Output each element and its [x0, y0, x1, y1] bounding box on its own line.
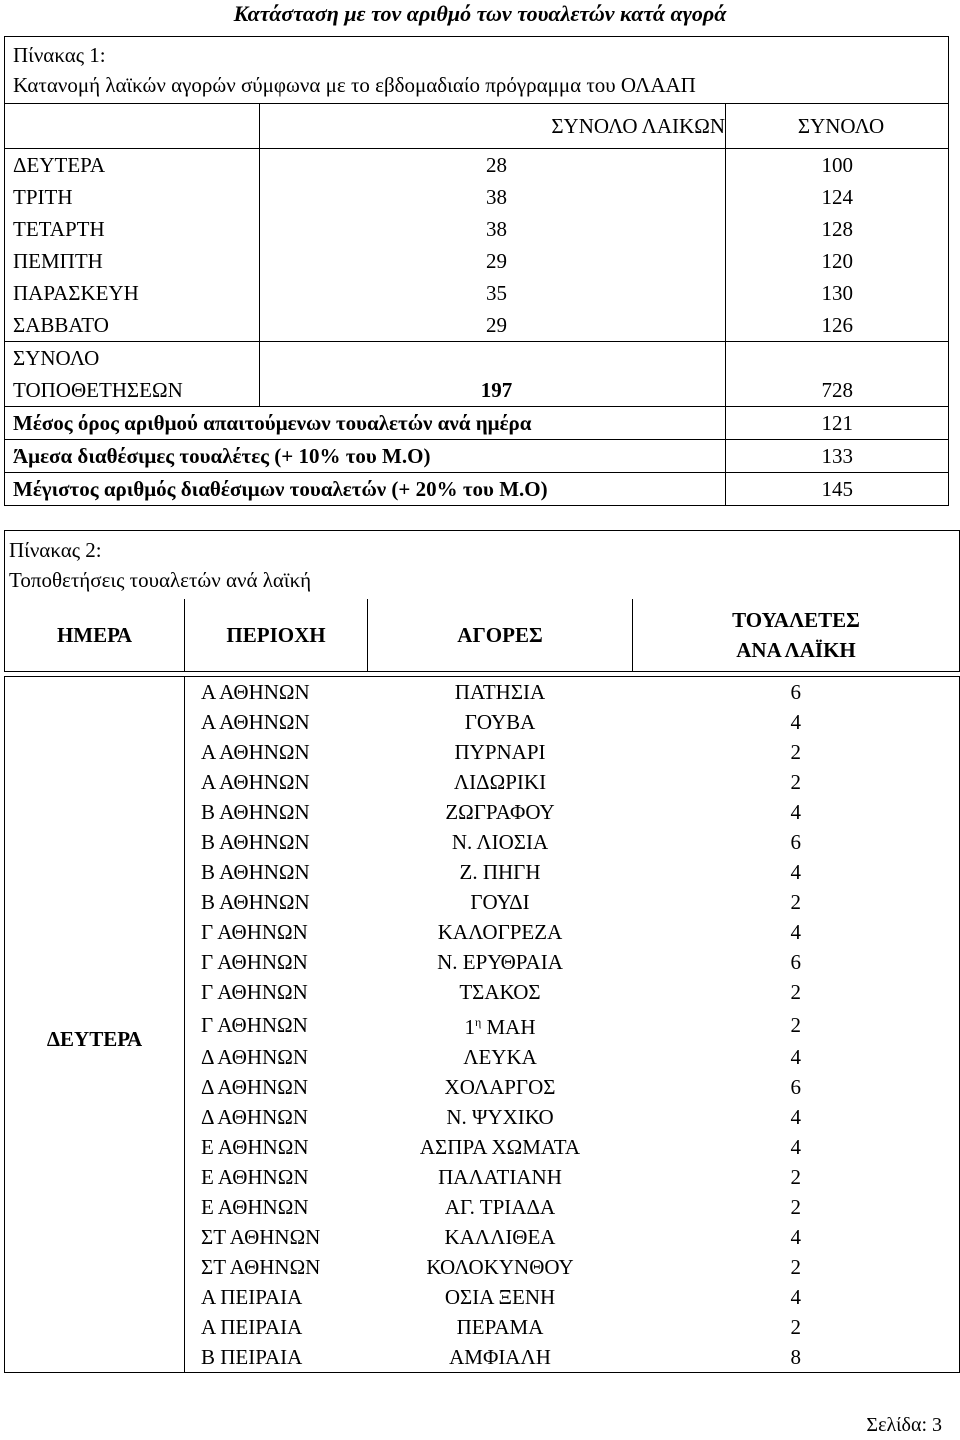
- toilets-cell: 4: [633, 1102, 960, 1132]
- day-cell: ΤΡΙΤΗ: [5, 181, 260, 213]
- market-cell: ΠΑΛΑΤΙΑΝΗ: [438, 1165, 562, 1189]
- toilets-cell: 2: [633, 737, 960, 767]
- markets-cell: 29: [260, 245, 726, 277]
- total-cell: 126: [726, 309, 949, 342]
- market-cell: ΚΑΛΟΓΡΕΖΑ: [437, 920, 563, 944]
- area-cell: Γ ΑΘΗΝΩΝ: [185, 1007, 368, 1042]
- table-1-header-total: ΣΥΝΟΛΟ: [726, 104, 949, 149]
- toilets-cell: 4: [633, 1042, 960, 1072]
- market-cell: ΚΑΛΛΙΘΕΑ: [444, 1225, 556, 1249]
- table-2-body: [5, 677, 960, 1373]
- table-2-header-toilets: [633, 599, 960, 672]
- table-2-header-area: ΠΕΡΙΟΧΗ: [185, 599, 368, 672]
- table-1: [4, 36, 949, 506]
- market-cell: $1^\eta$ ΜΑΗ: [464, 1015, 536, 1039]
- market-cell: ΓΟΥΔΙ: [470, 890, 530, 914]
- toilets-cell: 4: [633, 917, 960, 947]
- toilets-cell: 2: [633, 887, 960, 917]
- total-cell: 130: [726, 277, 949, 309]
- day-cell: ΠΕΜΠΤΗ: [5, 245, 260, 277]
- table-row: [5, 149, 949, 182]
- page-number: Σελίδα: 3: [866, 1414, 942, 1436]
- table-2-header-day: ΗΜΕΡΑ: [5, 599, 185, 672]
- table-1-caption-subtitle: Κατανομή λαϊκών αγορών σύμφωνα με το εβδομαδιαίο πρόγραμμα του ΟΛΑΑΠ: [13, 73, 696, 97]
- market-cell: Ν. ΨΥΧΙΚΟ: [446, 1105, 554, 1129]
- market-cell: ΠΥΡΝΑΡΙ: [454, 740, 546, 764]
- area-cell: ΣΤ ΑΘΗΝΩΝ: [185, 1252, 368, 1282]
- markets-cell: 29: [260, 309, 726, 342]
- total-label-line1: ΣΥΝΟΛΟ: [13, 346, 100, 370]
- table-1-caption-title: Πίνακας 1:: [13, 43, 106, 67]
- day-cell: ΤΕΤΑΡΤΗ: [5, 213, 260, 245]
- table-1-max-value: 145: [726, 473, 949, 506]
- area-cell: Δ ΑΘΗΝΩΝ: [185, 1042, 368, 1072]
- header-toilets-line1: ΤΟΥΑΛΕΤΕΣ: [732, 608, 860, 632]
- table-1-total-label: [5, 342, 260, 407]
- markets-cell: 38: [260, 181, 726, 213]
- toilets-cell: 2: [633, 1312, 960, 1342]
- toilets-cell: 4: [633, 1282, 960, 1312]
- table-1-header-empty: [5, 104, 260, 149]
- table-1-header-markets: ΣΥΝΟΛΟ ΛΑΙΚΩΝ: [260, 104, 726, 149]
- toilets-cell: 6: [633, 677, 960, 708]
- market-cell: Ζ. ΠΗΓΗ: [459, 860, 541, 884]
- market-cell: ΠΕΡΑΜΑ: [456, 1315, 544, 1339]
- area-cell: Ε ΑΘΗΝΩΝ: [185, 1192, 368, 1222]
- toilets-cell: 6: [633, 827, 960, 857]
- market-cell: ΛΕΥΚΑ: [463, 1045, 537, 1069]
- area-cell: Β ΠΕΙΡΑΙΑ: [185, 1342, 368, 1373]
- day-cell: ΠΑΡΑΣΚΕΥΗ: [5, 277, 260, 309]
- toilets-cell: 4: [633, 1132, 960, 1162]
- toilets-cell: 2: [633, 1162, 960, 1192]
- market-cell: Ν. ΛΙΟΣΙΑ: [451, 830, 549, 854]
- markets-cell: 28: [260, 149, 726, 182]
- table-row: [5, 677, 960, 708]
- table-2-header-markets: ΑΓΟΡΕΣ: [368, 599, 633, 672]
- table-row: [5, 181, 949, 213]
- table-1-caption: [5, 37, 949, 104]
- market-cell: ΑΓ. ΤΡΙΑΔΑ: [444, 1195, 556, 1219]
- market-cell: ΚΟΛΟΚΥΝΘΟΥ: [426, 1255, 574, 1279]
- market-cell: ΤΣΑΚΟΣ: [459, 980, 541, 1004]
- table-row: [5, 213, 949, 245]
- table-1-avail-value: 133: [726, 440, 949, 473]
- market-cell: ΛΙΔΩΡΙΚΙ: [453, 770, 547, 794]
- area-cell: Β ΑΘΗΝΩΝ: [185, 827, 368, 857]
- table-1-body: [5, 149, 949, 342]
- table-1-avg-value: 121: [726, 407, 949, 440]
- market-cell: ΟΣΙΑ ΞΕΝΗ: [444, 1285, 556, 1309]
- table-row: [5, 277, 949, 309]
- table-row: [5, 309, 949, 342]
- toilets-cell: 6: [633, 947, 960, 977]
- area-cell: Α ΑΘΗΝΩΝ: [185, 737, 368, 767]
- table-2: [4, 530, 960, 1373]
- market-cell: Ν. ΕΡΥΘΡΑΙΑ: [437, 950, 563, 974]
- header-toilets-line2: ΑΝΑ ΛΑΪΚΗ: [736, 638, 856, 662]
- area-cell: Ε ΑΘΗΝΩΝ: [185, 1132, 368, 1162]
- area-cell: Ε ΑΘΗΝΩΝ: [185, 1162, 368, 1192]
- market-cell: ΑΣΠΡΑ ΧΩΜΑΤΑ: [419, 1135, 581, 1159]
- area-cell: Γ ΑΘΗΝΩΝ: [185, 947, 368, 977]
- area-cell: Α ΠΕΙΡΑΙΑ: [185, 1282, 368, 1312]
- day-cell: ΔΕΥΤΕΡΑ: [5, 149, 260, 182]
- area-cell: ΣΤ ΑΘΗΝΩΝ: [185, 1222, 368, 1252]
- table-1-avail-label: Άμεσα διαθέσιμες τουαλέτες (+ 10% του Μ.Ο): [5, 440, 726, 473]
- table-1-max-label: Μέγιστος αριθμός διαθέσιμων τουαλετών (+ 20% του Μ.Ο): [5, 473, 726, 506]
- table-2-caption: [5, 531, 960, 600]
- toilets-cell: 8: [633, 1342, 960, 1373]
- toilets-cell: 4: [633, 797, 960, 827]
- table-2-caption-subtitle: Τοποθετήσεις τουαλετών ανά λαϊκή: [9, 568, 312, 592]
- total-cell: 100: [726, 149, 949, 182]
- area-cell: Β ΑΘΗΝΩΝ: [185, 797, 368, 827]
- total-cell: 120: [726, 245, 949, 277]
- area-cell: Δ ΑΘΗΝΩΝ: [185, 1102, 368, 1132]
- toilets-cell: 4: [633, 1222, 960, 1252]
- area-cell: Δ ΑΘΗΝΩΝ: [185, 1072, 368, 1102]
- table-row: [5, 245, 949, 277]
- table-1-total-markets: 197: [260, 342, 726, 407]
- market-cell: ΓΟΥΒΑ: [464, 710, 536, 734]
- toilets-cell: 2: [633, 977, 960, 1007]
- area-cell: Α ΠΕΙΡΑΙΑ: [185, 1312, 368, 1342]
- markets-cell: 35: [260, 277, 726, 309]
- markets-cell: 38: [260, 213, 726, 245]
- total-cell: 124: [726, 181, 949, 213]
- toilets-cell: 2: [633, 767, 960, 797]
- market-cell: ΖΩΓΡΑΦΟΥ: [445, 800, 555, 824]
- toilets-cell: 2: [633, 1192, 960, 1222]
- table-2-caption-title: Πίνακας 2:: [9, 538, 102, 562]
- toilets-cell: 4: [633, 857, 960, 887]
- area-cell: Α ΑΘΗΝΩΝ: [185, 767, 368, 797]
- area-cell: Γ ΑΘΗΝΩΝ: [185, 917, 368, 947]
- area-cell: Α ΑΘΗΝΩΝ: [185, 707, 368, 737]
- day-cell: ΣΑΒΒΑΤΟ: [5, 309, 260, 342]
- market-cell: ΧΟΛΑΡΓΟΣ: [444, 1075, 556, 1099]
- area-cell: Β ΑΘΗΝΩΝ: [185, 857, 368, 887]
- area-cell: Β ΑΘΗΝΩΝ: [185, 887, 368, 917]
- toilets-cell: 4: [633, 707, 960, 737]
- toilets-cell: 6: [633, 1072, 960, 1102]
- total-cell: 128: [726, 213, 949, 245]
- area-cell: Γ ΑΘΗΝΩΝ: [185, 977, 368, 1007]
- area-cell: Α ΑΘΗΝΩΝ: [185, 677, 368, 708]
- day-cell: ΔΕΥΤΕΡΑ: [5, 677, 185, 1373]
- market-cell: ΠΑΤΗΣΙΑ: [368, 677, 633, 708]
- document-title: Κατάσταση με τον αριθμό των τουαλετών κατά αγορά: [233, 1, 727, 26]
- table-1-avg-label: Μέσος όρος αριθμού απαιτούμενων τουαλετών ανά ημέρα: [5, 407, 726, 440]
- total-label-line2: ΤΟΠΟΘΕΤΗΣΕΩΝ: [13, 378, 183, 402]
- toilets-cell: 2: [633, 1252, 960, 1282]
- market-cell: ΑΜΦΙΑΛΗ: [368, 1342, 633, 1373]
- table-1-total-total: 728: [726, 342, 949, 407]
- toilets-cell: 2: [633, 1007, 960, 1042]
